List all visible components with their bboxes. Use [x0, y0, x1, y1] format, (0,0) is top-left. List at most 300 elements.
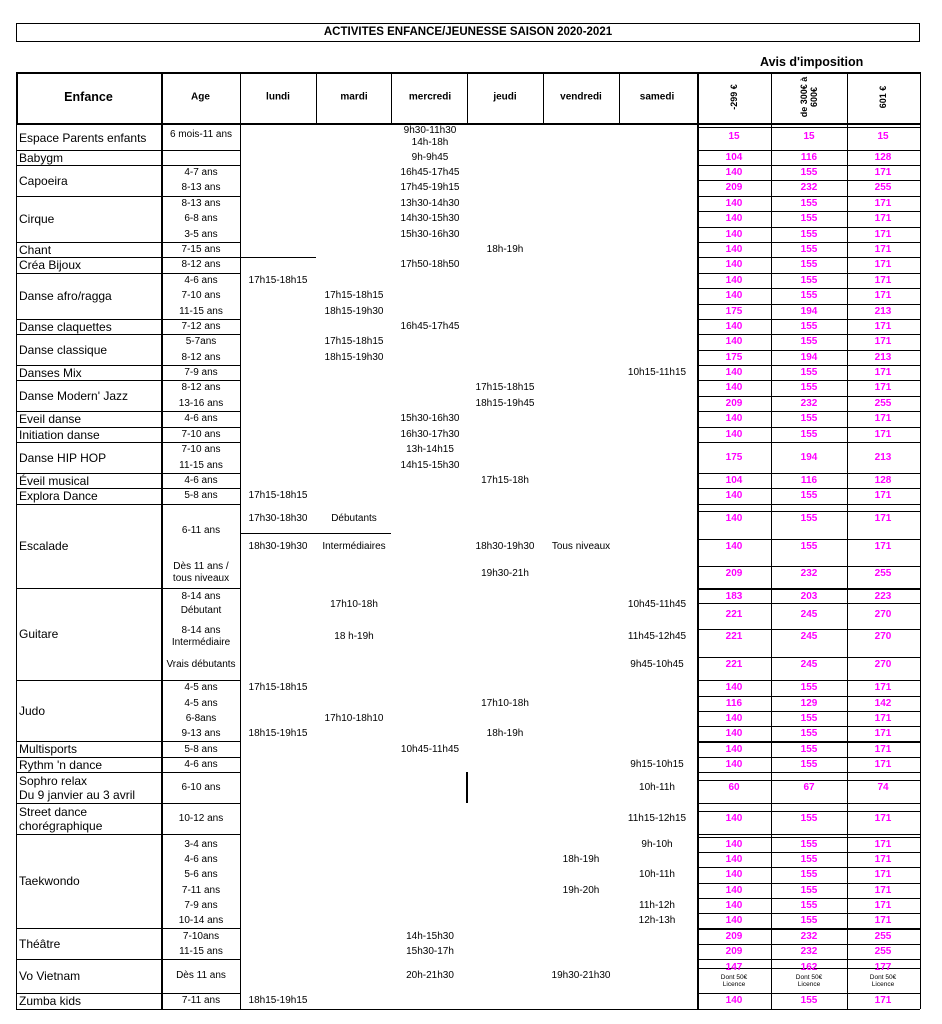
price-subline — [697, 811, 920, 812]
price-cell: 155 — [800, 854, 818, 865]
price-cell: 209 — [725, 182, 743, 193]
schedule-cell: 17h15-18h15 — [248, 682, 308, 693]
price-subline — [697, 365, 920, 366]
page-title: ACTIVITES ENFANCE/JEUNESSE SAISON 2020-2021 — [16, 23, 920, 42]
age-cell: 5-6 ans — [184, 869, 218, 880]
price-cell: 171 — [874, 213, 892, 224]
schedule-cell: 19h-20h — [562, 885, 600, 896]
price-cell: 232 — [800, 182, 818, 193]
schedule-cell: 9h-10h — [641, 839, 673, 850]
price-subline — [697, 780, 920, 781]
price-cell: 140 — [725, 813, 743, 824]
price-subline — [697, 913, 920, 914]
price-cell: 15 — [803, 131, 815, 142]
price-cell: 171 — [874, 198, 892, 209]
age-separator — [161, 741, 240, 742]
price-cell: 177 — [874, 962, 892, 973]
price-cell: 67 — [803, 782, 815, 793]
age-separator — [161, 473, 240, 474]
price-cell: 171 — [874, 290, 892, 301]
price-cell: 255 — [874, 946, 892, 957]
table-bottom-line — [16, 1009, 920, 1010]
price-cell: 155 — [800, 900, 818, 911]
schedule-cell: 17h15-18h15 — [475, 382, 535, 393]
schedule-cell: 18h30-19h30 — [248, 541, 308, 552]
price-cell: 140 — [725, 213, 743, 224]
price-cell: 104 — [725, 475, 743, 486]
price-subline — [697, 273, 920, 274]
price-cell: 171 — [874, 321, 892, 332]
price-cell: 171 — [874, 413, 892, 424]
age-cell: 8-13 ans — [181, 198, 221, 209]
price-cell: 140 — [725, 413, 743, 424]
activity-separator — [16, 273, 161, 274]
age-cell: 3-4 ans — [184, 839, 218, 850]
price-cell: 183 — [725, 591, 743, 602]
age-separator — [161, 588, 240, 589]
price-subline — [697, 742, 920, 743]
price-cell: 171 — [874, 682, 892, 693]
price-cell: 140 — [725, 290, 743, 301]
header-enfance: Enfance — [64, 90, 113, 104]
price-cell: 171 — [874, 167, 892, 178]
price-subline — [697, 929, 920, 930]
price-cell: 171 — [874, 429, 892, 440]
price-cell: 194 — [800, 352, 818, 363]
age-cell: 6-11 ans — [181, 525, 221, 536]
activity-name: Capoeira — [19, 173, 68, 188]
price-cell: 155 — [800, 513, 818, 524]
age-cell: 7-10 ans — [181, 444, 221, 455]
price-cell: 245 — [800, 659, 818, 670]
schedule-cell: 19h30-21h30 — [551, 970, 611, 981]
price-cell: 155 — [800, 713, 818, 724]
price-cell: 232 — [800, 946, 818, 957]
age-separator — [161, 442, 240, 443]
price-cell: 171 — [874, 713, 892, 724]
age-cell: 6 mois-11 ans — [169, 129, 233, 140]
age-separator — [161, 504, 240, 505]
schedule-cell: 17h10-18h10 — [324, 713, 384, 724]
header-tier: de 300€ à 600€ — [799, 76, 819, 118]
price-cell: 171 — [874, 244, 892, 255]
age-cell: 6-8ans — [185, 713, 217, 724]
age-cell: 5-8 ans — [184, 744, 218, 755]
header-day-jeudi: jeudi — [493, 91, 517, 103]
price-cell: 104 — [725, 152, 743, 163]
activity-name: Judo — [19, 703, 46, 718]
price-cell: 155 — [800, 429, 818, 440]
price-cell: 140 — [725, 759, 743, 770]
price-cell: 140 — [725, 885, 743, 896]
price-cell: 15 — [877, 131, 889, 142]
age-cell: 10-14 ans — [178, 915, 224, 926]
price-cell: 221 — [725, 631, 743, 642]
price-cell: 213 — [874, 452, 892, 463]
price-cell: 140 — [725, 744, 743, 755]
header-divider — [316, 72, 317, 123]
schedule-cell: 13h-14h15 — [406, 444, 454, 455]
price-cell: 171 — [874, 915, 892, 926]
price-subline — [697, 657, 920, 658]
price-cell: 155 — [800, 541, 818, 552]
schedule-cell: 18h30-19h30 — [475, 541, 535, 552]
age-cell: 9-13 ans — [181, 728, 221, 739]
price-subline — [697, 867, 920, 868]
price-cell: 140 — [725, 915, 743, 926]
price-cell: 155 — [800, 995, 818, 1006]
price-cell: 162 — [800, 962, 818, 973]
price-separator — [697, 504, 920, 505]
age-cell: 8-14 ans — [181, 625, 221, 636]
header-divider — [161, 72, 163, 123]
price-cell: 155 — [800, 290, 818, 301]
price-cell: 171 — [874, 367, 892, 378]
age-cell: 6-8 ans — [184, 213, 218, 224]
price-subline — [697, 227, 920, 228]
price-cell: 155 — [800, 259, 818, 270]
schedule-cell: 19h30-21h — [481, 568, 529, 579]
activity-name: Danse afro/ragga — [19, 289, 112, 303]
header-day-mercredi: mercredi — [408, 91, 452, 103]
schedule-cell: 9h30-11h30 14h-18h — [403, 125, 457, 148]
price-cell: 140 — [725, 900, 743, 911]
activity-separator — [16, 959, 161, 960]
price-cell: 171 — [874, 839, 892, 850]
activity-name: Danse classique — [19, 342, 108, 357]
age-cell: 10-12 ans — [178, 813, 224, 824]
price-subline — [697, 944, 920, 945]
activity-separator — [16, 834, 161, 835]
price-cell: 175 — [725, 306, 743, 317]
activity-name: Eveil danse — [19, 412, 82, 426]
price-cell: 209 — [725, 568, 743, 579]
activity-name: Créa Bijoux — [19, 258, 82, 272]
age-cell: 11-15 ans — [179, 460, 223, 471]
table-border-right — [920, 123, 921, 1009]
price-cell: 209 — [725, 398, 743, 409]
age-cell: Dès 11 ans — [176, 970, 226, 981]
price-cell: 155 — [800, 213, 818, 224]
activity-separator — [16, 504, 161, 505]
price-cell: 155 — [800, 167, 818, 178]
price-subline — [697, 511, 920, 512]
activity-separator — [16, 380, 161, 381]
price-cell: 142 — [874, 698, 892, 709]
price-cell: 155 — [800, 759, 818, 770]
price-subline — [697, 242, 920, 243]
age-cell: 5-7ans — [185, 336, 217, 347]
price-subline — [697, 603, 920, 604]
schedule-cell: 17h30-18h30 — [248, 513, 308, 524]
activity-name: Vo Vietnam — [19, 969, 81, 983]
activity-name: Espace Parents enfants — [19, 130, 147, 145]
age-cell: 7-10ans — [182, 931, 220, 942]
age-separator — [161, 257, 240, 258]
price-subline — [697, 488, 920, 489]
price-cell: 232 — [800, 398, 818, 409]
price-cell: 155 — [800, 198, 818, 209]
price-cell: 171 — [874, 541, 892, 552]
price-cell: 209 — [725, 931, 743, 942]
price-cell: 74 — [877, 782, 889, 793]
age-separator — [161, 993, 240, 994]
activity-separator — [16, 196, 161, 197]
schedule-cell: 18h15-19h45 — [475, 398, 535, 409]
schedule-cell: 18h15-19h30 — [324, 352, 384, 363]
schedule-cell: 17h45-19h15 — [400, 182, 460, 193]
header-divider — [697, 72, 699, 123]
header-divider — [920, 72, 921, 123]
price-subline — [697, 127, 920, 128]
header-divider — [240, 72, 241, 123]
price-cell: 175 — [725, 352, 743, 363]
header-age: Age — [191, 91, 210, 103]
price-cell: 140 — [725, 513, 743, 524]
price-cell: 213 — [874, 352, 892, 363]
price-cell: 194 — [800, 452, 818, 463]
price-note: Dont 50€ Licence — [869, 974, 897, 988]
price-cell: 155 — [800, 885, 818, 896]
price-cell: 255 — [874, 182, 892, 193]
price-subline — [697, 883, 920, 884]
price-subline — [697, 165, 920, 166]
escalade-line — [240, 533, 391, 534]
schedule-cell: 15h30-16h30 — [400, 229, 460, 240]
price-cell: 223 — [874, 591, 892, 602]
header-divider — [847, 72, 848, 123]
schedule-cell: 18h15-19h15 — [248, 728, 308, 739]
price-cell: 140 — [725, 839, 743, 850]
schedule-cell: 16h30-17h30 — [400, 429, 460, 440]
schedule-cell: 9h-9h45 — [411, 152, 449, 163]
age-cell: Dès 11 ans / tous niveaux — [172, 561, 230, 584]
price-cell: 140 — [725, 367, 743, 378]
price-cell: 155 — [800, 813, 818, 824]
price-cell: 140 — [725, 728, 743, 739]
schedule-cell: 10h15-11h15 — [627, 367, 687, 378]
schedule-cell: 9h45-10h45 — [630, 659, 684, 670]
age-separator — [161, 427, 240, 428]
age-cell: 7-11 ans — [181, 885, 221, 896]
price-cell: 60 — [728, 782, 740, 793]
price-cell: 116 — [725, 698, 743, 709]
age-cell: 3-5 ans — [184, 229, 218, 240]
activity-separator — [16, 334, 161, 335]
schedule-cell: 17h15-18h15 — [324, 336, 384, 347]
age-cell: 4-5 ans — [184, 698, 218, 709]
age-cell: 4-7 ans — [184, 167, 218, 178]
price-cell: 155 — [800, 321, 818, 332]
activity-name: Multisports — [19, 742, 78, 756]
sophro-divider — [466, 772, 468, 803]
price-cell: 171 — [874, 869, 892, 880]
table-border-left — [16, 123, 17, 1009]
age-separator — [161, 411, 240, 412]
age-separator — [161, 834, 240, 835]
divider-tier — [771, 123, 772, 1009]
price-cell: 140 — [725, 429, 743, 440]
age-separator — [161, 959, 240, 960]
price-cell: 171 — [874, 382, 892, 393]
activity-name: Initiation danse — [19, 427, 100, 442]
schedule-cell: 20h-21h30 — [406, 970, 454, 981]
age-cell: 8-14 ans — [181, 591, 221, 602]
price-cell: 140 — [725, 713, 743, 724]
activity-name: Guitare — [19, 627, 59, 641]
schedule-cell: 9h15-10h15 — [630, 759, 684, 770]
price-subline — [697, 852, 920, 853]
age-separator — [161, 319, 240, 320]
price-cell: 140 — [725, 321, 743, 332]
schedule-cell: 11h-12h — [639, 900, 675, 911]
price-cell: 140 — [725, 336, 743, 347]
price-subline — [697, 380, 920, 381]
activity-name: Théâtre — [19, 936, 61, 951]
header-divider — [619, 72, 620, 123]
age-separator — [161, 273, 240, 274]
price-subline — [697, 993, 920, 994]
price-subline — [697, 411, 920, 412]
price-cell: 171 — [874, 229, 892, 240]
age-separator — [161, 196, 240, 197]
price-separator — [697, 959, 920, 960]
price-cell: 171 — [874, 275, 892, 286]
header-divider — [16, 72, 17, 123]
price-cell: 140 — [725, 682, 743, 693]
age-cell: 7-10 ans — [181, 429, 221, 440]
age-separator — [161, 334, 240, 335]
header-divider — [543, 72, 544, 123]
price-cell: 140 — [725, 275, 743, 286]
age-separator — [161, 803, 240, 804]
price-cell: 221 — [725, 659, 743, 670]
schedule-cell: 16h45-17h45 — [400, 321, 460, 332]
age-separator — [161, 165, 240, 166]
age-cell: 6-10 ans — [181, 782, 221, 793]
price-subline — [697, 473, 920, 474]
age-cell: 4-6 ans — [184, 475, 218, 486]
price-cell: 209 — [725, 946, 743, 957]
price-cell: 155 — [800, 382, 818, 393]
schedule-cell: 17h15-18h15 — [324, 290, 384, 301]
price-cell: 171 — [874, 995, 892, 1006]
price-cell: 221 — [725, 609, 743, 620]
price-subline — [697, 680, 920, 681]
price-subline — [697, 589, 920, 590]
activity-name: Babygm — [19, 150, 64, 165]
price-cell: 171 — [874, 728, 892, 739]
age-cell: 8-12 ans — [181, 259, 221, 270]
header-top-line — [16, 72, 920, 74]
price-cell: 171 — [874, 900, 892, 911]
schedule-cell: 10h-11h — [639, 782, 675, 793]
schedule-cell: 17h10-18h — [481, 698, 529, 709]
age-separator — [161, 150, 240, 151]
header-divider — [771, 72, 772, 123]
price-cell: 15 — [728, 131, 740, 142]
price-cell: 140 — [725, 490, 743, 501]
activity-name: Éveil musical — [19, 473, 90, 488]
age-cell: 8-12 ans — [181, 352, 221, 363]
age-cell: 7-9 ans — [184, 367, 218, 378]
price-cell: 270 — [874, 609, 892, 620]
price-cell: 203 — [800, 591, 818, 602]
header-day-lundi: lundi — [266, 91, 290, 103]
price-subline — [697, 396, 920, 397]
price-cell: 171 — [874, 744, 892, 755]
age-cell: 8-12 ans — [181, 382, 221, 393]
price-cell: 155 — [800, 682, 818, 693]
activity-name: Danses Mix — [19, 365, 82, 380]
schedule-cell: 14h30-15h30 — [400, 213, 460, 224]
activity-name: Street dance chorégraphique — [19, 804, 103, 833]
age-separator — [161, 928, 240, 929]
price-subline — [697, 696, 920, 697]
activity-name: Explora Dance — [19, 489, 98, 503]
price-cell: 171 — [874, 513, 892, 524]
schedule-cell: 17h15-18h15 — [248, 490, 308, 501]
price-subline — [697, 629, 920, 630]
activity-name: Danse Modern' Jazz — [19, 388, 129, 403]
schedule-cell: 11h45-12h45 — [627, 631, 687, 642]
age-cell: 4-6 ans — [184, 275, 218, 286]
price-cell: 175 — [725, 452, 743, 463]
header-day-mardi: mardi — [340, 91, 368, 103]
price-cell: 270 — [874, 631, 892, 642]
activity-name: Cirque — [19, 212, 55, 226]
price-subline — [697, 427, 920, 428]
price-cell: 140 — [725, 198, 743, 209]
age-separator — [161, 757, 240, 758]
price-cell: 140 — [725, 244, 743, 255]
price-cell: 255 — [874, 931, 892, 942]
divider-age — [161, 123, 163, 1009]
schedule-cell: 17h10-18h — [330, 599, 378, 610]
price-cell: 255 — [874, 398, 892, 409]
age-separator — [161, 242, 240, 243]
schedule-cell: 17h50-18h50 — [400, 259, 460, 270]
price-cell: 194 — [800, 306, 818, 317]
price-cell: 155 — [800, 490, 818, 501]
price-cell: 255 — [874, 568, 892, 579]
age-separator — [161, 380, 240, 381]
age-cell: 4-6 ans — [184, 413, 218, 424]
age-separator — [161, 365, 240, 366]
age-cell: 13-16 ans — [178, 398, 224, 409]
price-cell: 140 — [725, 259, 743, 270]
activity-separator — [16, 442, 161, 443]
schedule-cell: Débutants — [331, 513, 377, 524]
schedule-cell: 10h45-11h45 — [400, 744, 460, 755]
age-cell: 8-13 ans — [181, 182, 221, 193]
price-subline — [697, 257, 920, 258]
price-subline — [697, 442, 920, 443]
schedule-cell: 18h-19h — [486, 728, 524, 739]
schedule-cell: 10h45-11h45 — [627, 599, 687, 610]
activity-name: Taekwondo — [19, 874, 80, 888]
price-cell: 245 — [800, 609, 818, 620]
price-separator — [697, 803, 920, 804]
price-cell: 147 — [725, 962, 743, 973]
price-cell: 140 — [725, 167, 743, 178]
price-subline — [697, 757, 920, 758]
price-subline — [697, 150, 920, 151]
activity-name: Zumba kids — [19, 994, 82, 1008]
price-cell: 140 — [725, 869, 743, 880]
price-cell: 155 — [800, 229, 818, 240]
header-divider — [391, 72, 392, 123]
